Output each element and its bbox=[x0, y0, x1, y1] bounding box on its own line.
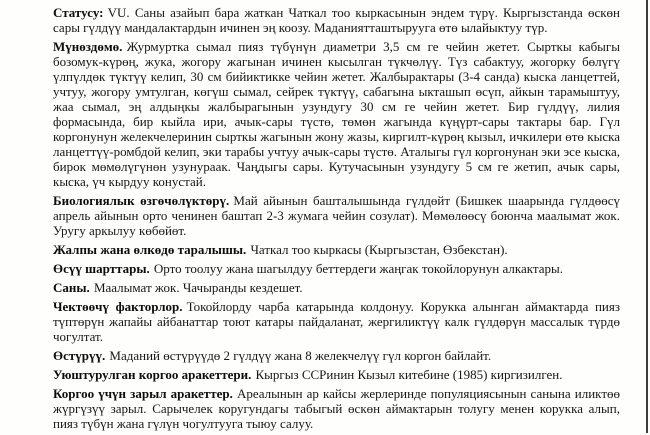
paragraph-cultivation bbox=[53, 348, 620, 363]
section-body-distribution: Чаткал тоо кыркасы (Кыргызстан, Өзбекстан). bbox=[250, 242, 508, 257]
section-body-description: Журмуртка сымал пияз түбүнүн диаметри 3,5 см ге чейин жетет. Сырткы кабыгы бозомук-күрөң, жука, жогору жагынан ичинен кысылган түкчөлүү. Түз сабактуу, жогорку бөлүгү үлпүлдөк түктүү келип, 30 см бийиктикке чейин жетет. Жалбырактары (3-4 санда) кыска ланцеттей, учтуу, жогору умтулган, көгүш сымал, сейрек түктүү, сабагына ыкташып өсүп, айкын тарамыштуу, жаа сымал, эң алдыңкы жалбырагынын узундугу 30 см ге чейин жетет. Бир гүлдүү, лилия формасында, бир кыйла ири, ачык-сары түстө, төмөн жагында күңүрт-сары тактары бар. Гүл коргонунун желекчелеринин сырткы жагынын жону жазы, киргилт-күрөң кызыл, ичкилери өтө кыска ланцеттүү-ромбдой келип, эки тарабы учтуу ачык-сары түстө. Аталыгы гүл коргонунан эки эсе кыска, бирок мөмөлүгүнөн узунураак. Чаңдыгы сары. Кутучасынын узундугу 5 см ге жетип, ачык сары, кыска, үч кырдуу конустай. bbox=[53, 39, 620, 189]
paragraph-biology bbox=[53, 193, 620, 238]
paragraph-limiting-factors bbox=[53, 299, 620, 344]
section-label-biology: Биологиялык өзгөчөлүктөрү. bbox=[53, 193, 230, 208]
section-body-growth-conditions: Орто тоолуу жана шагылдуу беттердеги жаңгак токойлорунун алкактары. bbox=[153, 261, 563, 276]
section-label-limiting-factors: Чектөөчү факторлор. bbox=[53, 299, 183, 314]
section-label-cultivation: Өстүрүү. bbox=[53, 348, 106, 363]
section-body-limiting-factors: Токойлорду чарба катарында колдонуу. Корукка алынган аймактарда пияз түптөрүн жапайы айбанаттар тоют катары пайдаланат, жергиликтүү калк гүлдөрүн массалык түрдө чогултат. bbox=[53, 299, 620, 344]
section-body-protection-measures: Кыргыз ССРинин Кызыл китебине (1985) киргизилген. bbox=[255, 367, 563, 382]
paragraph-distribution bbox=[53, 242, 620, 257]
section-label-status: Статусу: bbox=[53, 5, 104, 20]
document-text bbox=[53, 5, 620, 435]
section-body-needed-actions: Ареалынын ар кайсы жерлеринде популяциясынын санына иликтөө жүргүзүү зарыл. Сарычелек коругундагы табыгый өскөн аймактарын толугу менен корукка алып, пияз түбүн жана гүлүн чогултууга тыюу салуу. bbox=[53, 386, 620, 431]
section-body-cultivation: Маданий өстүрүүдө 2 гүлдүү жана 8 желекчелүү гүл коргон байлайт. bbox=[109, 348, 492, 363]
paragraph-status bbox=[53, 5, 620, 35]
section-body-biology: Май айынын башталышында гүлдөйт (Бишкек шаарында гүлдөөсү апрель айынын орто ченинен баштап 2-3 жумага чейин созулат). Мөмөлөөсү боюнча маалымат жок. Уругу аркылуу көбөйөт. bbox=[53, 193, 620, 238]
section-label-growth-conditions: Өсүү шарттары. bbox=[53, 261, 150, 276]
paragraph-growth-conditions bbox=[53, 261, 620, 276]
section-label-distribution: Жалпы жана өлкөдө таралышы. bbox=[53, 242, 247, 257]
paragraph-description bbox=[53, 39, 620, 189]
paragraph-protection-measures bbox=[53, 367, 620, 382]
section-label-population: Саны. bbox=[53, 280, 90, 295]
paragraph-population bbox=[53, 280, 620, 295]
section-label-description: Мүнөздөмө. bbox=[53, 39, 123, 54]
section-body-population: Маалымат жок. Чачыранды кездешет. bbox=[93, 280, 303, 295]
paragraph-needed-actions bbox=[53, 386, 620, 431]
page-edge-line bbox=[646, 0, 648, 433]
section-label-protection-measures: Уюштурулган коргоо аракеттери. bbox=[53, 367, 252, 382]
section-body-status: VU. Саны азайып бара жаткан Чаткал тоо кыркасынын эндем түрү. Кыргызстанда өскөн сары гүлдүү мандалактардын ичинен эң коозу. Маданиятташтырууга өтө ылайыктуу түр. bbox=[53, 5, 620, 35]
section-label-needed-actions: Коргоо үчүн зарыл аракеттер. bbox=[53, 386, 233, 401]
